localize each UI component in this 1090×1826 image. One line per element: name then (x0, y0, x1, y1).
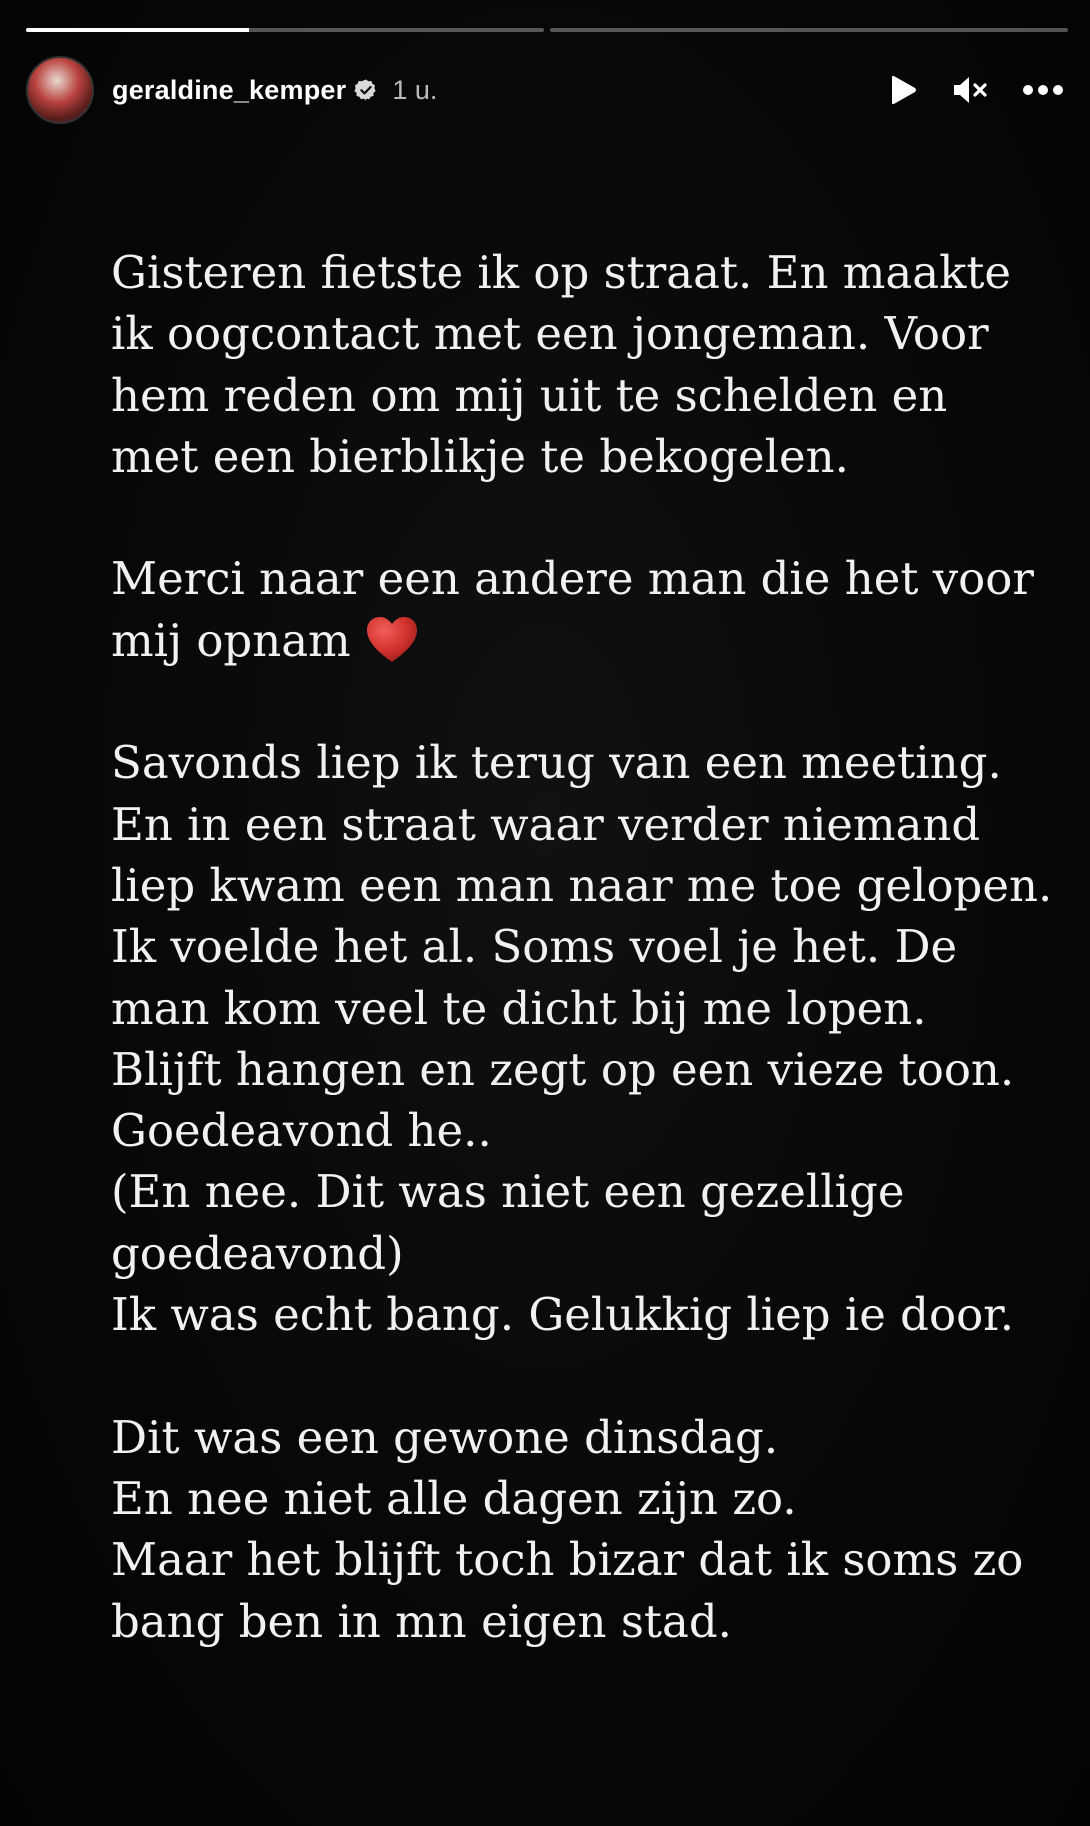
story-text (111, 242, 1051, 1713)
text-line-with-emoji (111, 610, 1051, 671)
more-options-icon (1022, 84, 1064, 96)
paragraph-2 (111, 548, 1051, 671)
progress-segment-2 (550, 28, 1068, 32)
text-line: Savonds liep ik terug van een meeting. (111, 736, 1002, 790)
story-controls (888, 74, 1064, 106)
text-line: En nee niet alle dagen zijn zo. (111, 1471, 797, 1525)
text-line: En in een straat waar verder niemand (111, 797, 981, 851)
username[interactable]: geraldine_kemper (112, 74, 347, 105)
more-options-button[interactable] (1022, 84, 1064, 96)
paragraph-4 (111, 1407, 1051, 1652)
text-line: (En nee. Dit was niet een gezellige (111, 1165, 905, 1219)
text-line: hem reden om mij uit te schelden en (111, 368, 948, 422)
mute-icon (952, 74, 988, 106)
story-header (26, 56, 1064, 124)
text-line: Goedeavond he.. (111, 1104, 492, 1158)
post-timestamp: 1 u. (392, 74, 438, 105)
story-progress-bar (26, 28, 1068, 32)
text-line: man kom veel te dicht bij me lopen. (111, 981, 927, 1035)
play-button[interactable] (888, 74, 918, 106)
progress-segment-1 (26, 28, 544, 32)
play-icon (888, 74, 918, 106)
red-heart-icon (365, 616, 419, 664)
text-line: Maar het blijft toch bizar dat ik soms zo (111, 1533, 1024, 1587)
text-line: goedeavond) (111, 1226, 404, 1280)
text-line: liep kwam een man naar me toe gelopen. (111, 858, 1053, 912)
text-line: Gisteren fietste ik op straat. En maakte (111, 246, 1012, 299)
text-line: Dit was een gewone dinsdag. (111, 1410, 779, 1464)
paragraph-1 (111, 242, 1051, 487)
text-line: Ik was echt bang. Gelukkig liep ie door. (111, 1288, 1015, 1342)
avatar[interactable] (26, 56, 94, 124)
text-line: mij opnam (111, 613, 351, 667)
text-line: ik oogcontact met een jongeman. Voor (111, 307, 989, 361)
text-line: Merci naar een andere man die het voor (111, 552, 1034, 606)
text-line: met een bierblikje te bekogelen. (111, 429, 849, 483)
paragraph-3 (111, 732, 1051, 1345)
verified-badge-icon (354, 78, 378, 102)
text-line: Ik voelde het al. Soms voel je het. De (111, 920, 958, 974)
text-line: bang ben in mn eigen stad. (111, 1594, 732, 1648)
text-line: Blijft hangen en zegt op een vieze toon. (111, 1042, 1015, 1096)
mute-button[interactable] (952, 74, 988, 106)
